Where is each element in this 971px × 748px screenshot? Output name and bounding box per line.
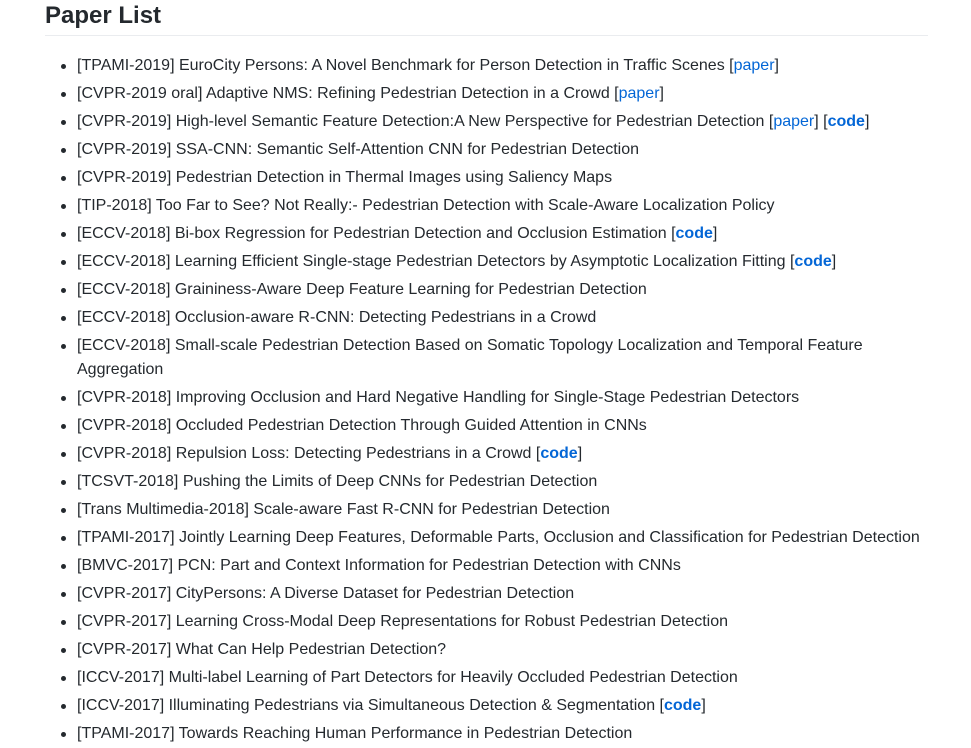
paper-list-item: [CVPR-2019 oral] Adaptive NMS: Refining Pedestrian Detection in a Crowd [paper] (45, 82, 925, 106)
bullet-icon (61, 396, 66, 401)
section-title: Paper List (45, 2, 162, 29)
paper-list-item: [ECCV-2018] Bi-box Regression for Pedestrian Detection and Occlusion Estimation [code] (45, 222, 925, 246)
paper-list-item (45, 138, 925, 162)
bullet-icon (61, 316, 66, 321)
paper-link[interactable]: paper (773, 113, 815, 130)
bullet-icon (61, 260, 66, 265)
bullet-icon (61, 592, 66, 597)
section-divider (45, 35, 928, 36)
bullet-icon (61, 704, 66, 709)
paper-list-item (45, 722, 925, 746)
paper-list (45, 54, 925, 748)
code-link[interactable]: code (827, 113, 865, 130)
paper-title: [ICCV-2017] Illuminating Pedestrians via Simultaneous Detection & Segmentation (77, 697, 656, 714)
bullet-icon (61, 508, 66, 513)
paper-list-item (45, 582, 925, 606)
paper-list-item (45, 526, 925, 550)
paper-title: [CVPR-2017] What Can Help Pedestrian Detection? (77, 641, 447, 658)
paper-title: [CVPR-2018] Improving Occlusion and Hard Negative Handling for Single-Stage Pedestrian Detectors (77, 389, 800, 406)
paper-list-item (45, 166, 925, 190)
code-link[interactable]: code (540, 445, 578, 462)
bullet-icon (61, 452, 66, 457)
paper-list-item (45, 610, 925, 634)
paper-title: [Trans Multimedia-2018] Scale-aware Fast R-CNN for Pedestrian Detection (77, 501, 610, 518)
paper-link[interactable]: paper (733, 57, 775, 74)
bullet-icon (61, 480, 66, 485)
paper-title: [ECCV-2018] Graininess-Aware Deep Feature Learning for Pedestrian Detection (77, 281, 647, 298)
paper-list-item (45, 386, 925, 410)
paper-title: [CVPR-2018] Repulsion Loss: Detecting Pedestrians in a Crowd (77, 445, 532, 462)
bullet-icon (61, 204, 66, 209)
bullet-icon (61, 564, 66, 569)
paper-list-item: [TPAMI-2019] EuroCity Persons: A Novel Benchmark for Person Detection in Traffic Scenes [paper] (45, 54, 925, 78)
paper-list-item: [CVPR-2019] High-level Semantic Feature Detection:A New Perspective for Pedestrian Detection [paper] [code] (45, 110, 925, 134)
bullet-icon (61, 344, 66, 349)
bullet-icon (61, 676, 66, 681)
bullet-icon (61, 424, 66, 429)
code-link[interactable]: code (675, 225, 713, 242)
paper-title: [CVPR-2019 oral] Adaptive NMS: Refining Pedestrian Detection in a Crowd (77, 85, 610, 102)
bullet-icon (61, 232, 66, 237)
paper-title: [CVPR-2018] Occluded Pedestrian Detection Through Guided Attention in CNNs (77, 417, 647, 434)
bullet-icon (61, 620, 66, 625)
paper-list-item: [ICCV-2017] Illuminating Pedestrians via Simultaneous Detection & Segmentation [code] (45, 694, 925, 718)
paper-list-item (45, 638, 925, 662)
bullet-icon (61, 64, 66, 69)
paper-title: [TPAMI-2017] Jointly Learning Deep Features, Deformable Parts, Occlusion and Classification for Pedestrian Detection (77, 529, 920, 546)
paper-title: [ICCV-2017] Multi-label Learning of Part Detectors for Heavily Occluded Pedestrian Detection (77, 669, 738, 686)
paper-title: [ECCV-2018] Learning Efficient Single-stage Pedestrian Detectors by Asymptotic Localization Fitting (77, 253, 786, 270)
paper-title: [CVPR-2017] Learning Cross-Modal Deep Representations for Robust Pedestrian Detection (77, 613, 729, 630)
paper-title: [ECCV-2018] Bi-box Regression for Pedestrian Detection and Occlusion Estimation (77, 225, 667, 242)
bullet-icon (61, 120, 66, 125)
paper-list-item (45, 306, 925, 330)
bullet-icon (61, 288, 66, 293)
paper-list-item: [CVPR-2018] Repulsion Loss: Detecting Pedestrians in a Crowd [code] (45, 442, 925, 466)
bullet-icon (61, 92, 66, 97)
paper-title: [TIP-2018] Too Far to See? Not Really:- Pedestrian Detection with Scale-Aware Localization Policy (77, 197, 775, 214)
paper-title: [BMVC-2017] PCN: Part and Context Information for Pedestrian Detection with CNNs (77, 557, 681, 574)
paper-title: [TPAMI-2019] EuroCity Persons: A Novel Benchmark for Person Detection in Traffic Scenes (77, 57, 725, 74)
code-link[interactable]: code (663, 697, 702, 714)
paper-list-item (45, 554, 925, 578)
paper-title: [TPAMI-2017] Towards Reaching Human Performance in Pedestrian Detection (77, 725, 633, 742)
bullet-icon (61, 536, 66, 541)
paper-title: [CVPR-2019] Pedestrian Detection in Thermal Images using Saliency Maps (77, 169, 613, 186)
paper-list-item (45, 414, 925, 438)
paper-list-item (45, 666, 925, 690)
paper-title: [CVPR-2017] CityPersons: A Diverse Dataset for Pedestrian Detection (77, 585, 575, 602)
paper-list-item (45, 194, 925, 218)
paper-list-item (45, 334, 925, 382)
bullet-icon (61, 176, 66, 181)
bullet-icon (61, 648, 66, 653)
bullet-icon (61, 148, 66, 153)
bullet-icon (61, 732, 66, 737)
paper-title: [ECCV-2018] Occlusion-aware R-CNN: Detecting Pedestrians in a Crowd (77, 309, 597, 326)
paper-title: [ECCV-2018] Small-scale Pedestrian Detection Based on Somatic Topology Localization and Temporal Feature Aggregation (77, 337, 863, 378)
paper-title: [CVPR-2019] High-level Semantic Feature Detection:A New Perspective for Pedestrian Detection (77, 113, 765, 130)
paper-title: [CVPR-2019] SSA-CNN: Semantic Self-Attention CNN for Pedestrian Detection (77, 141, 640, 158)
paper-title: [TCSVT-2018] Pushing the Limits of Deep CNNs for Pedestrian Detection (77, 473, 598, 490)
code-link[interactable]: code (794, 253, 832, 270)
paper-list-item (45, 470, 925, 494)
paper-list-item (45, 278, 925, 302)
paper-link[interactable]: paper (618, 85, 660, 102)
paper-list-item (45, 498, 925, 522)
paper-list-item: [ECCV-2018] Learning Efficient Single-stage Pedestrian Detectors by Asymptotic Localization Fitting [code] (45, 250, 925, 274)
